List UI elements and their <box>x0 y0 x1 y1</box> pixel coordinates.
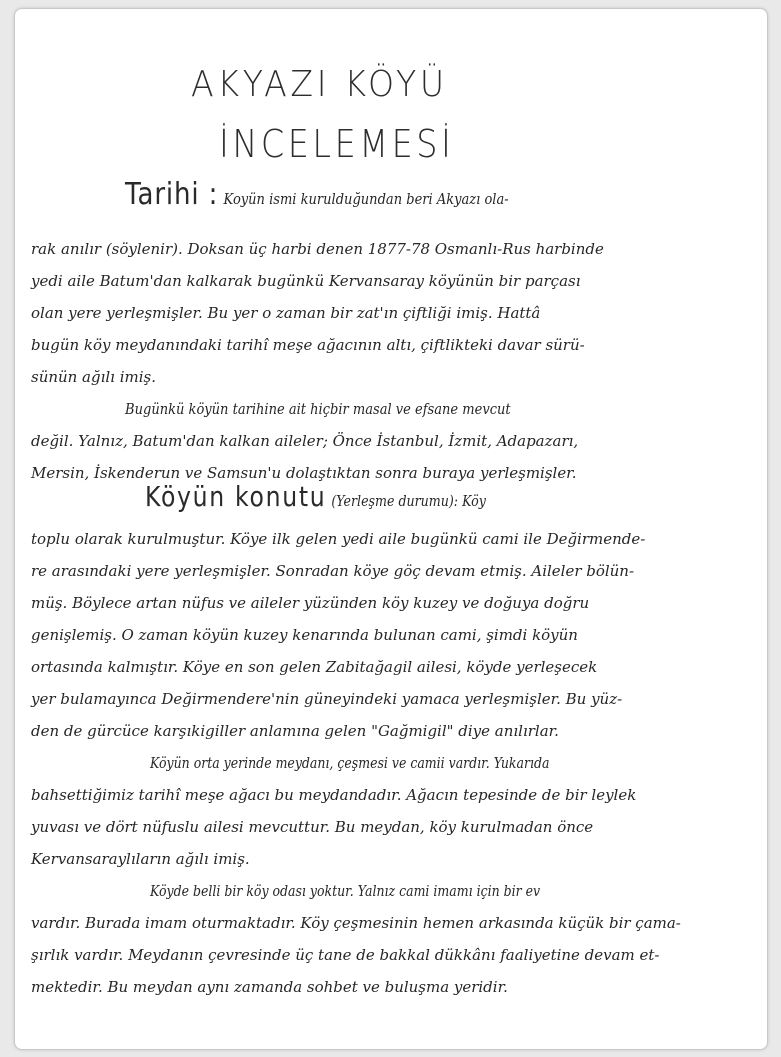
text-line: sünün ağılı imiş. <box>31 368 156 386</box>
section-heading-tarihi: Tarihi : <box>125 177 219 212</box>
section-heading-konutu: Köyün konutu <box>145 480 327 513</box>
text-line: mektedir. Bu meydan aynı zamanda sohbet ve buluşma yeridir. <box>31 978 508 996</box>
text-line: genişlemiş. O zaman köyün kuzey kenarında bulunan cami, şimdi köyün <box>31 626 578 644</box>
text-line: den de gürcüce karşıkigiller anlamına gelen "Gağmigil" diye anılırlar. <box>31 722 559 740</box>
text-line <box>125 177 754 212</box>
text-line: yedi aile Batum'dan kalkarak bugünkü Kervansaray köyünün bir parçası <box>31 272 581 290</box>
document-title-line-2: İNCELEMESİ <box>219 122 455 166</box>
text-line: Köyde belli bir köy odası yoktur. Yalnız cami imamı için bir ev <box>150 882 541 900</box>
text-line: Kervansaraylıların ağılı imiş. <box>31 850 250 868</box>
text-line: yuvası ve dört nüfuslu ailesi mevcuttur. Bu meydan, köy kurulmadan önce <box>31 818 594 836</box>
text-line: Bugünkü köyün tarihine ait hiçbir masal ve efsane mevcut <box>125 400 511 418</box>
document-page <box>14 8 768 1050</box>
text-line: bugün köy meydanındaki tarihî meşe ağacının altı, çiftlikteki davar sürü- <box>31 336 585 354</box>
text-line <box>145 480 754 513</box>
text-line: olan yere yerleşmişler. Bu yer o zaman bir zat'ın çiftliği imiş. Hattâ <box>31 304 541 322</box>
document-title-line-1: AKYAZI KÖYÜ <box>191 64 448 105</box>
text-line: müş. Böylece artan nüfus ve aileler yüzünden köy kuzey ve doğuya doğru <box>31 594 590 612</box>
text-line-content: Koyün ismi kurulduğundan beri Akyazı ola- <box>223 190 509 208</box>
text-line: bahsettiğimiz tarihî meşe ağacı bu meydandadır. Ağacın tepesinde de bir leylek <box>31 786 637 804</box>
text-line: yer bulamayınca Değirmendere'nin güneyindeki yamaca yerleşmişler. Bu yüz- <box>31 690 623 708</box>
text-line: ortasında kalmıştır. Köye en son gelen Zabitağagil ailesi, köyde yerleşecek <box>31 658 598 676</box>
text-line: değil. Yalnız, Batum'dan kalkan aileler; Önce İstanbul, İzmit, Adapazarı, <box>31 432 579 450</box>
text-line-content: (Yerleşme durumu): Köy <box>331 492 486 510</box>
text-line: vardır. Burada imam oturmaktadır. Köy çeşmesinin hemen arkasında küçük bir çama- <box>31 914 681 932</box>
text-line: toplu olarak kurulmuştur. Köye ilk gelen yedi aile bugünkü cami ile Değirmende- <box>31 530 646 548</box>
text-line: Köyün orta yerinde meydanı, çeşmesi ve camii vardır. Yukarıda <box>150 754 550 772</box>
text-line: Mersin, İskenderun ve Samsun'u dolaştıktan sonra buraya yerleşmişler. <box>31 464 577 482</box>
text-line: re arasındaki yere yerleşmişler. Sonradan köye göç devam etmiş. Aileler bölün- <box>31 562 635 580</box>
text-line: şırlık vardır. Meydanın çevresinde üç tane de bakkal dükkânı faaliyetine devam et- <box>31 946 660 964</box>
text-line: rak anılır (söylenir). Doksan üç harbi denen 1877-78 Osmanlı-Rus harbinde <box>31 240 604 258</box>
